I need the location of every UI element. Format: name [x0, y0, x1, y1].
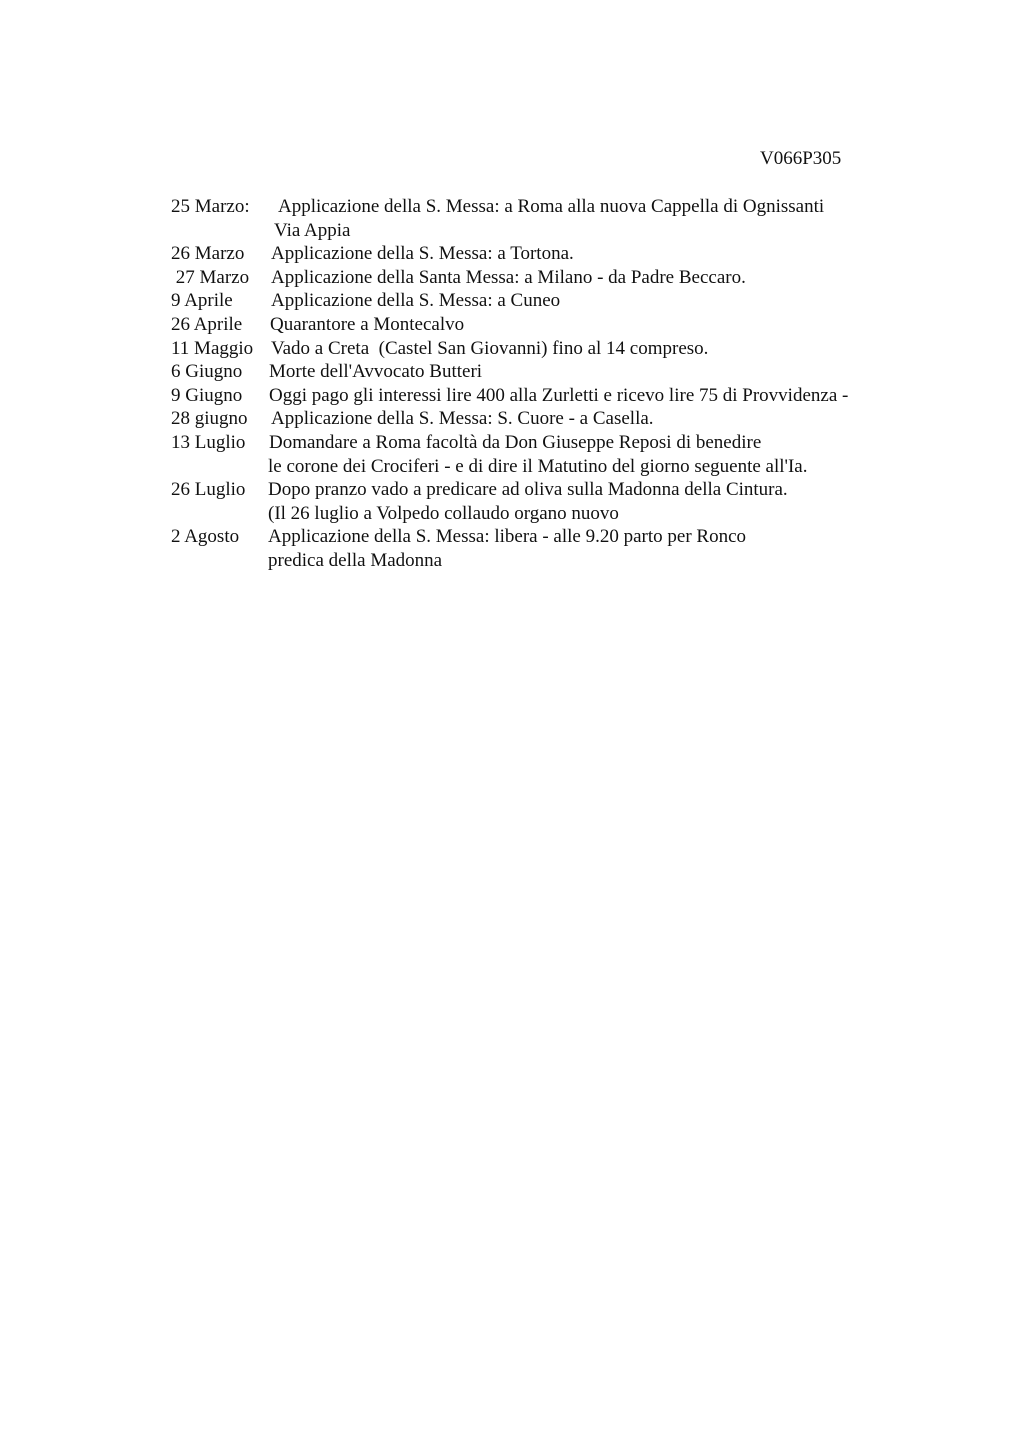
entry-text: Applicazione della S. Messa: S. Cuore - a Casella.: [271, 408, 654, 430]
diary-entry: [171, 289, 971, 313]
diary-entries: [171, 195, 971, 573]
entry-date: 2 Agosto: [171, 526, 240, 548]
page-code: V066P305: [760, 148, 842, 169]
diary-entry-continuation: [171, 549, 971, 573]
entry-text: Morte dell'Avvocato Butteri: [269, 361, 483, 383]
entry-text: (Il 26 luglio a Volpedo collaudo organo nuovo: [268, 502, 619, 524]
entry-text: Domandare a Roma facoltà da Don Giuseppe Reposi di benedire: [269, 431, 762, 453]
entry-text: Applicazione della S. Messa: libera - alle 9.20 parto per Ronco: [268, 526, 747, 548]
entry-date: 26 Luglio: [171, 479, 246, 501]
diary-entry: [171, 525, 971, 549]
diary-entry-continuation: [171, 219, 971, 243]
entry-text: Applicazione della S. Messa: a Cuneo: [271, 290, 561, 312]
entry-date: 11 Maggio: [171, 337, 254, 359]
entry-date: 26 Aprile: [171, 313, 243, 335]
diary-entry: [171, 195, 971, 219]
entry-date: 9 Giugno: [171, 384, 243, 406]
diary-entry: [171, 384, 971, 408]
diary-entry: [171, 360, 971, 384]
diary-entry: [171, 478, 971, 502]
entry-date: 25 Marzo:: [171, 196, 250, 217]
diary-entry-continuation: [171, 455, 971, 479]
entry-date: 28 giugno: [171, 408, 248, 430]
diary-entry: [171, 431, 971, 455]
entry-date: 26 Marzo: [171, 243, 245, 265]
entry-date: 13 Luglio: [171, 431, 246, 453]
entry-text: Applicazione della Santa Messa: a Milano - da Padre Beccaro.: [271, 266, 746, 288]
entry-text: le corone dei Crociferi - e di dire il Matutino del giorno seguente all'Ia.: [268, 455, 808, 477]
diary-entry: [171, 242, 971, 266]
entry-text: Dopo pranzo vado a predicare ad oliva sulla Madonna della Cintura.: [268, 479, 788, 501]
diary-entry: [171, 407, 971, 431]
entry-text: Applicazione della S. Messa: a Tortona.: [271, 243, 574, 265]
diary-entry: [171, 266, 971, 290]
entry-date: 6 Giugno: [171, 361, 243, 383]
entry-text: Oggi pago gli interessi lire 400 alla Zurletti e ricevo lire 75 di Provvidenza -: [269, 384, 849, 406]
entry-date: 9 Aprile: [171, 290, 233, 312]
entry-text: predica della Madonna: [268, 549, 443, 571]
entry-text: Vado a Creta (Castel San Giovanni) fino al 14 compreso.: [271, 337, 709, 359]
diary-entry: [171, 337, 971, 361]
diary-entry: [171, 313, 971, 337]
entry-text: Via Appia: [274, 219, 351, 241]
entry-date: 27 Marzo: [171, 266, 250, 288]
entry-text: Applicazione della S. Messa: a Roma alla nuova Cappella di Ognissanti: [278, 196, 825, 217]
diary-entry-continuation: [171, 502, 971, 526]
entry-text: Quarantore a Montecalvo: [270, 313, 465, 335]
